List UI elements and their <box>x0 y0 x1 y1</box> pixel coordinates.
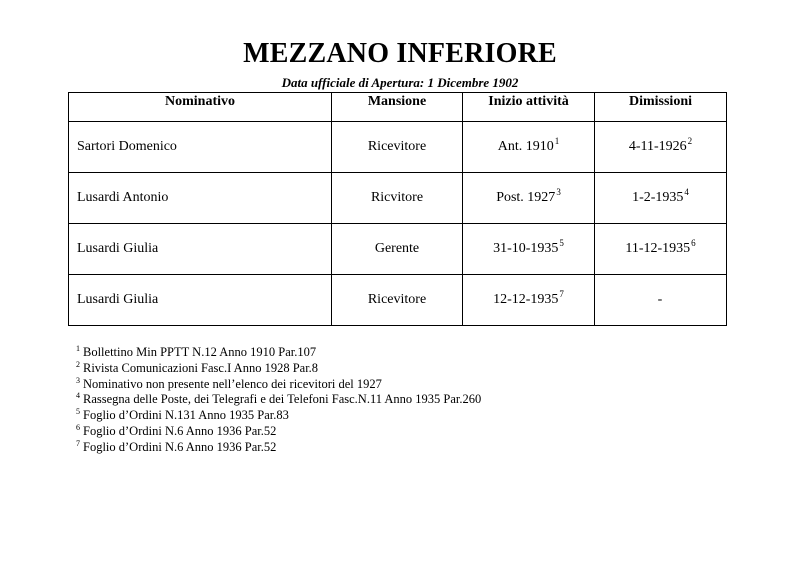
footnote-number: 4 <box>76 391 80 401</box>
cell-role: Ricevitore <box>332 122 463 173</box>
footnote-number: 2 <box>76 359 80 369</box>
cell-start <box>463 173 595 224</box>
table-row <box>69 173 727 224</box>
footnote <box>76 345 481 361</box>
cell-role: Ricevitore <box>332 275 463 326</box>
start-value: Post. 1927 <box>496 190 556 205</box>
footnote-ref: 3 <box>556 187 561 197</box>
footnote-number: 1 <box>76 344 80 353</box>
end-value: 1-2-1935 <box>632 190 684 205</box>
header-inizio-attivita: Inizio attività <box>463 93 595 122</box>
personnel-table <box>68 92 727 326</box>
table-header-row <box>69 93 727 122</box>
start-value: 12-12-1935 <box>493 292 559 307</box>
cell-name: Lusardi Giulia <box>69 275 332 326</box>
cell-role: Ricvitore <box>332 173 463 224</box>
footnote-ref: 6 <box>691 238 696 248</box>
page-title: MEZZANO INFERIORE <box>243 38 557 69</box>
cell-name: Sartori Domenico <box>69 122 332 173</box>
cell-name: Lusardi Antonio <box>69 173 332 224</box>
footnote-text: Foglio d’Ordini N.131 Anno 1935 Par.83 <box>83 408 289 423</box>
footnote-text: Foglio d’Ordini N.6 Anno 1936 Par.52 <box>83 439 277 454</box>
table-row <box>69 122 727 173</box>
end-value: 4-11-1926 <box>628 139 687 154</box>
footnotes <box>76 345 481 456</box>
footnote-text: Bollettino Min PPTT N.12 Anno 1910 Par.107 <box>83 345 317 359</box>
start-value: Ant. 1910 <box>497 139 554 154</box>
table-row <box>69 275 727 326</box>
footnote <box>76 424 481 440</box>
footnote <box>76 408 481 424</box>
footnote-number: 6 <box>76 422 80 432</box>
footnote-number: 3 <box>76 375 80 385</box>
header-dimissioni: Dimissioni <box>595 93 727 122</box>
footnote-ref: 5 <box>559 238 564 248</box>
cell-end <box>595 275 727 326</box>
footnote-text: Foglio d’Ordini N.6 Anno 1936 Par.52 <box>83 423 277 438</box>
footnote <box>76 440 481 456</box>
end-value: - <box>657 292 663 307</box>
table-row <box>69 224 727 275</box>
cell-role: Gerente <box>332 224 463 275</box>
cell-end <box>595 224 727 275</box>
footnote-number: 7 <box>76 438 80 448</box>
cell-name: Lusardi Giulia <box>69 224 332 275</box>
footnote-text: Rassegna delle Poste, dei Telegrafi e dei Telefoni Fasc.N.11 Anno 1935 Par.260 <box>83 392 482 407</box>
opening-date-subtitle: Data ufficiale di Apertura: 1 Dicembre 1902 <box>281 75 519 90</box>
footnote-number: 5 <box>76 407 80 417</box>
footnote-text: Rivista Comunicazioni Fasc.I Anno 1928 Par.8 <box>83 360 319 375</box>
footnote-ref: 1 <box>554 136 560 146</box>
footnote <box>76 361 481 377</box>
header-mansione: Mansione <box>332 93 463 122</box>
cell-end <box>595 122 727 173</box>
cell-start <box>463 275 595 326</box>
cell-start <box>463 224 595 275</box>
footnote-ref: 7 <box>559 289 564 299</box>
header-nominativo: Nominativo <box>69 93 332 122</box>
start-value: 31-10-1935 <box>493 241 559 256</box>
footnote <box>76 377 481 393</box>
footnote-ref: 4 <box>684 187 689 197</box>
cell-start <box>463 122 595 173</box>
cell-end <box>595 173 727 224</box>
footnote-ref: 2 <box>687 136 693 146</box>
footnote-text: Nominativo non presente nell’elenco dei ricevitori del 1927 <box>83 376 382 391</box>
end-value: 11-12-1935 <box>625 241 691 256</box>
footnote <box>76 392 481 408</box>
